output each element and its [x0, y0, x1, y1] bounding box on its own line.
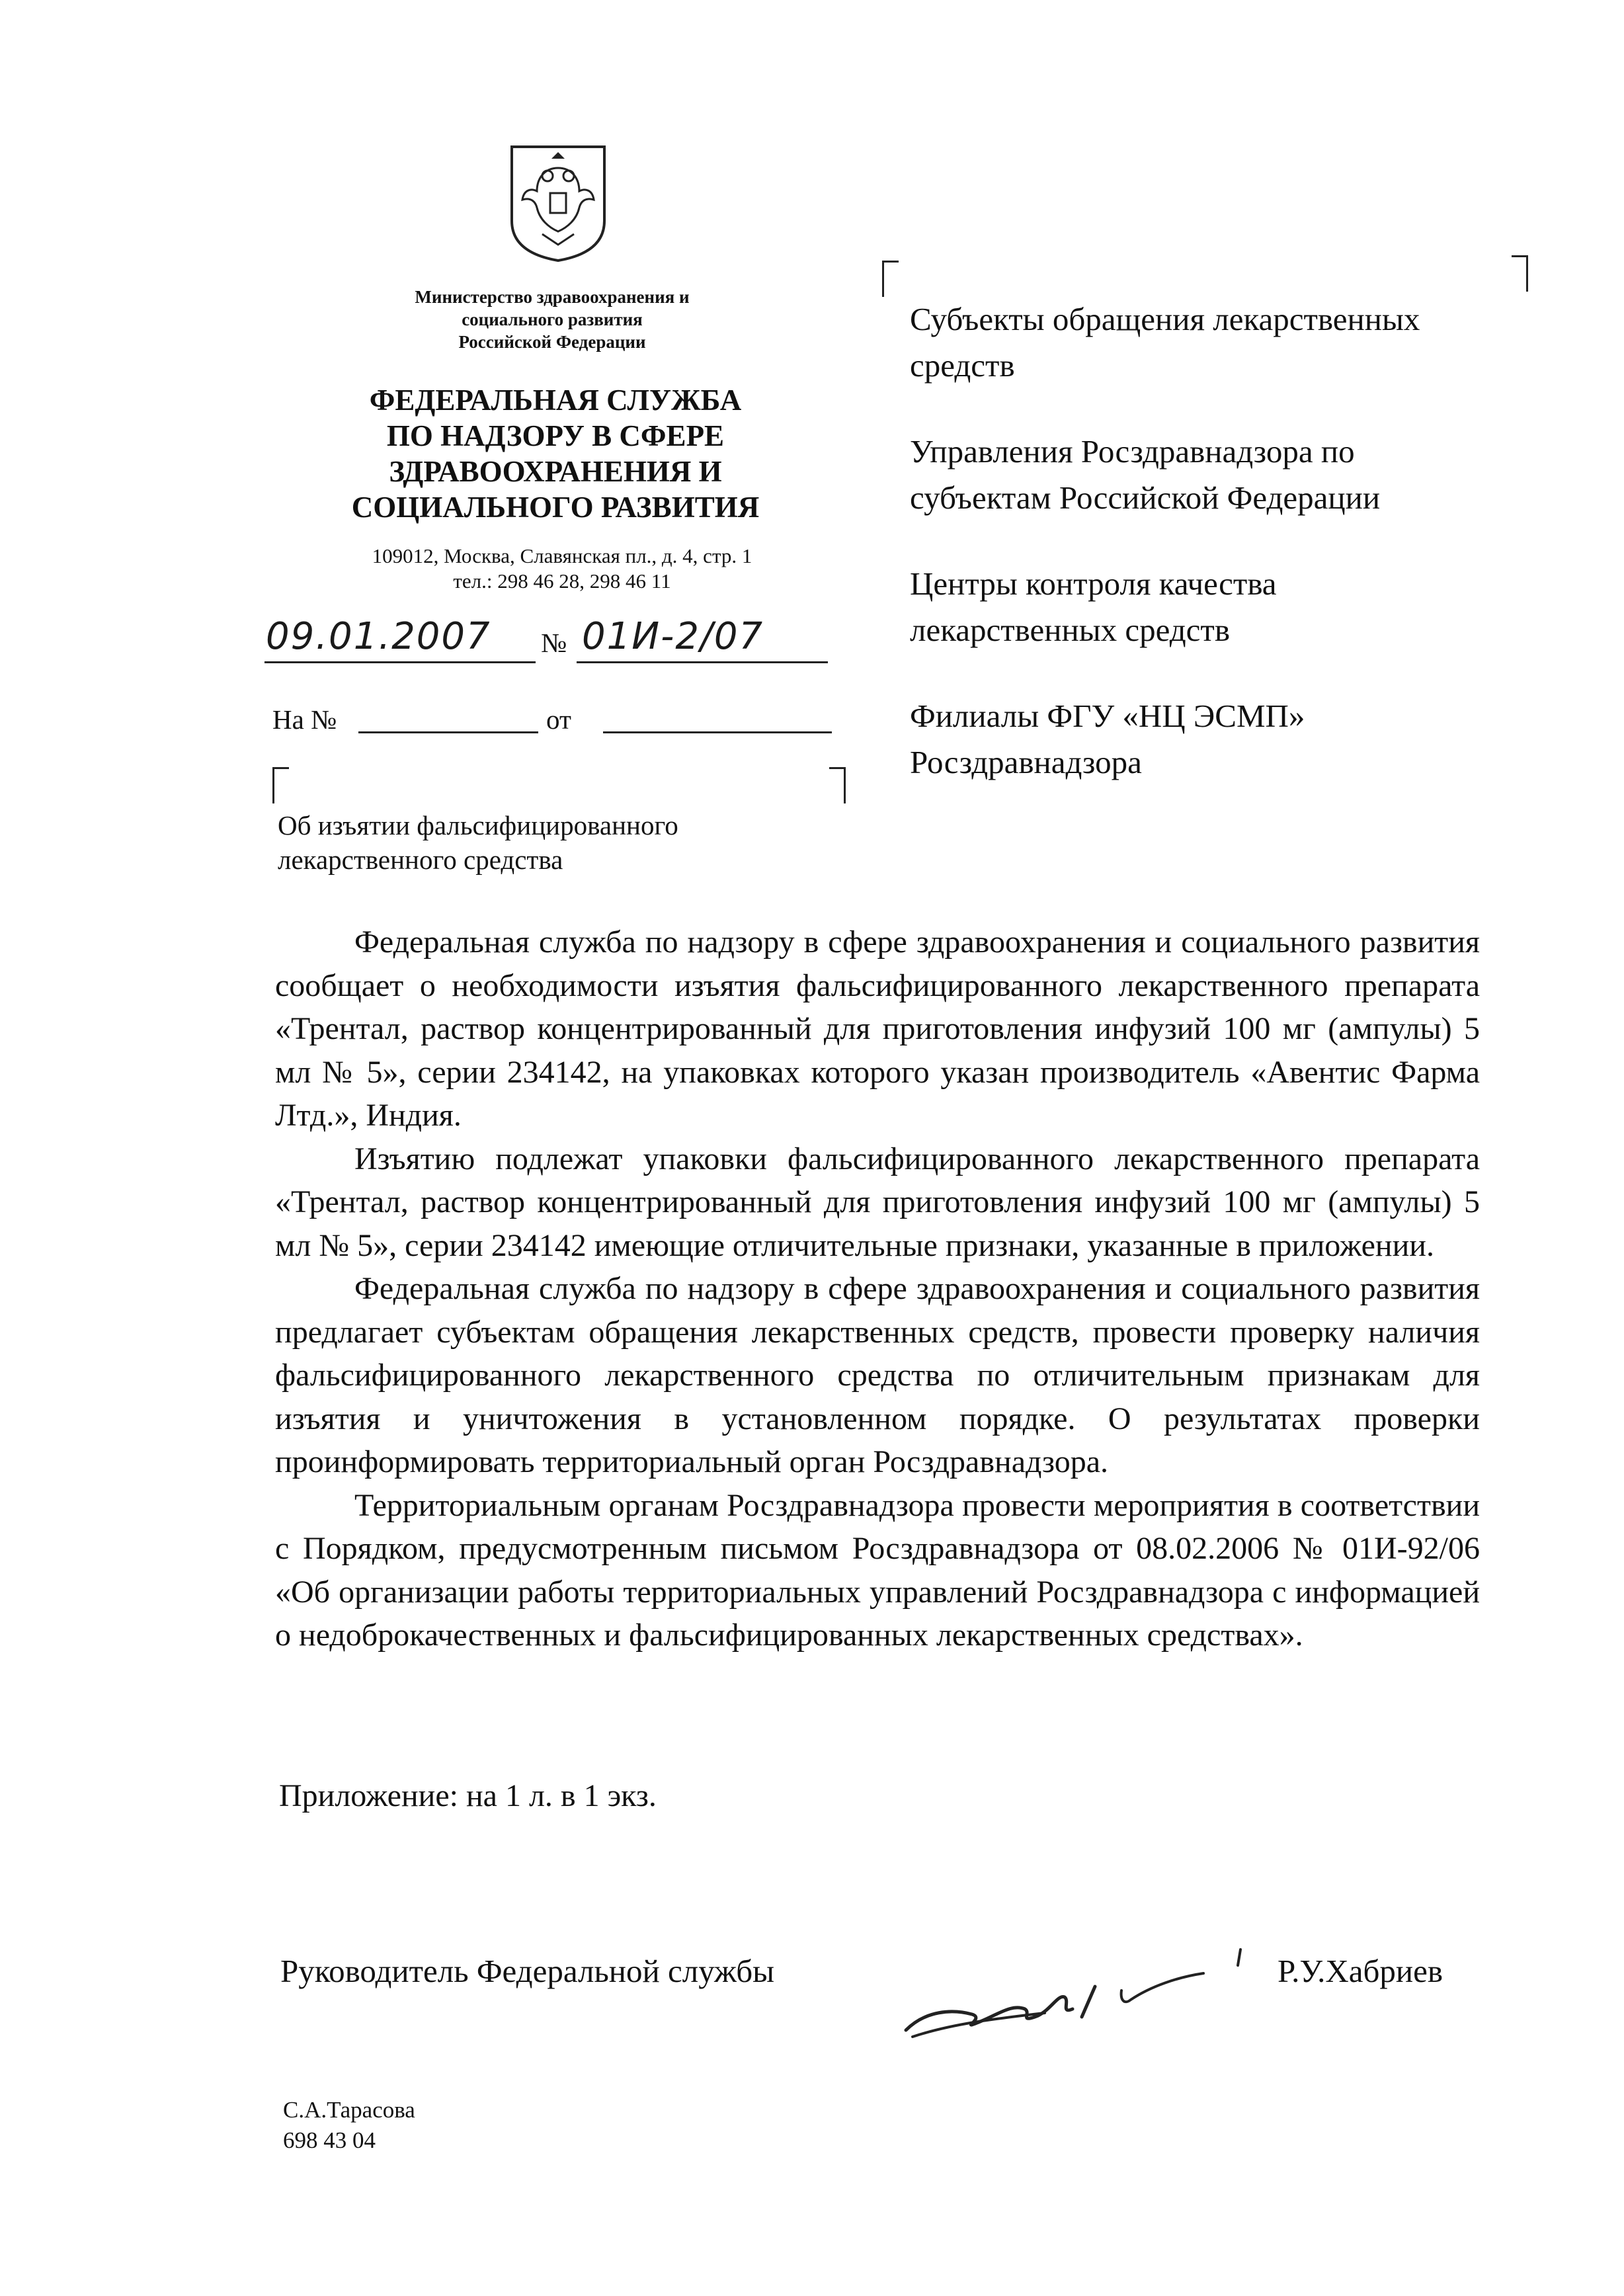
appendix-note: Приложение: на 1 л. в 1 экз.	[279, 1778, 657, 1813]
body-paragraph: Федеральная служба по надзору в сфере здравоохранения и социального развития предлагает субъектам обращения лекарственных средств, провести проверку наличия фальсифицированного лекарственного средства по отличительным признакам для изъятия и уничтожения в установленном порядке. О результатах проверки проинформировать территориальный орган Росздравнадзора.	[275, 1271, 1480, 1479]
subject-corner-right	[829, 767, 846, 803]
service-name: ФЕДЕРАЛЬНАЯ СЛУЖБА ПО НАДЗОРУ В СФЕРЕ ЗДРАВООХРАНЕНИЯ И СОЦИАЛЬНОГО РАЗВИТИЯ	[351, 384, 760, 524]
body-paragraph: Федеральная служба по надзору в сфере здравоохранения и социального развития сообщает о необходимости изъятия фальсифицированного лекарственного препарата «Трентал, раствор концентрированный для приготовления инфузий 100 мг (ампулы) 5 мл № 5», серии 234142, на упаковках которого указан производитель «Авентис Фарма Лтд.», Индия.	[275, 924, 1480, 1133]
number-label: №	[541, 628, 567, 658]
signatory-name: Р.У.Хабриев	[1278, 1953, 1443, 1989]
recipient-item: Филиалы ФГУ «НЦ ЭСМП» Росздравнадзора	[910, 698, 1305, 780]
body-paragraph: Изъятию подлежат упаковки фальсифицированного лекарственного препарата «Трентал, раствор концентрированный для приготовления инфузий 100 мг (ампулы) 5 мл № 5», серии 234142 имеющие отличительные признаки, указанные в приложении.	[275, 1141, 1480, 1263]
ministry-name: Министерство здравоохранения и социального развития Российской Федерации	[415, 287, 690, 352]
recipients-block	[910, 296, 1538, 825]
ref-number-label: На №	[272, 704, 337, 735]
subject-corner-left	[272, 767, 289, 803]
recipients-corner-left	[882, 261, 899, 297]
service-address: 109012, Москва, Славянская пл., д. 4, стр. 1 тел.: 298 46 28, 298 46 11	[372, 544, 752, 593]
recipient-item: Управления Росздравнадзора по субъектам Российской Федерации	[910, 433, 1381, 516]
executor-info: С.А.Тарасова 698 43 04	[283, 2097, 415, 2153]
date-underline	[264, 661, 536, 663]
recipient-item: Субъекты обращения лекарственных средств	[910, 301, 1420, 384]
letter-date: 09.01.2007	[266, 615, 491, 658]
coat-of-arms-icon	[505, 142, 611, 265]
letter-number: 01И-2/07	[582, 615, 764, 658]
letter-subject: Об изъятии фальсифицированного лекарственного средства	[278, 810, 678, 875]
letter-body	[275, 921, 1480, 1657]
ref-date-field	[603, 731, 832, 733]
handwritten-signature-icon	[899, 1931, 1243, 2050]
recipient-item: Центры контроля качества лекарственных средств	[910, 565, 1277, 648]
number-underline	[577, 661, 828, 663]
ref-date-label: от	[546, 704, 571, 735]
signatory-title: Руководитель Федеральной службы	[280, 1953, 775, 1989]
body-paragraph: Территориальным органам Росздравнадзора провести мероприятия в соответствии с Порядком, предусмотренным письмом Росздравнадзора от 08.02.2006 № 01И-92/06 «Об организации работы территориальных управлений Росздравнадзора с информацией о недоброкачественных и фальсифицированных лекарственных средствах».	[275, 1487, 1480, 1653]
recipients-corner-right	[1512, 255, 1528, 292]
ref-number-field	[358, 731, 538, 733]
